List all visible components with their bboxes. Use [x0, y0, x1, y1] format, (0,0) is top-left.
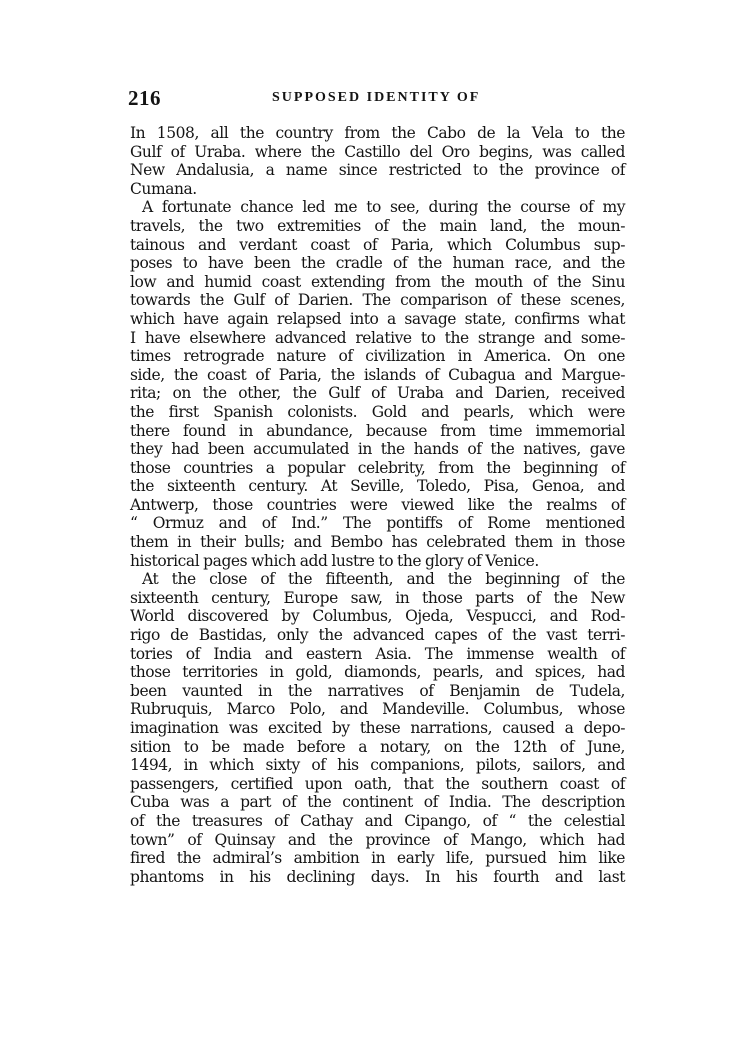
text-line: they had been accumulated in the hands of the natives, gave	[130, 440, 625, 459]
text-line: A fortunate chance led me to see, during the course of my	[142, 198, 625, 217]
text-line: I have elsewhere advanced relative to the strange and some-	[130, 328, 625, 347]
text-line: those territories in gold, diamonds, pearls, and spices, had	[130, 663, 625, 682]
page-number: 216	[128, 86, 161, 110]
text-line: passengers, certified upon oath, that the southern coast of	[130, 774, 625, 793]
text-line: sition to be made before a notary, on the 12th of June,	[130, 737, 625, 756]
running-title: SUPPOSED IDENTITY OF	[272, 90, 481, 105]
text-line: Antwerp, those countries were viewed like the realms of	[130, 495, 625, 514]
text-line: “ Ormuz and of Ind.” The pontiffs of Rome mentioned	[130, 514, 625, 533]
text-line: towards the Gulf of Darien. The comparison of these scenes,	[130, 291, 625, 310]
text-line: the first Spanish colonists. Gold and pearls, which were	[130, 402, 625, 421]
text-line: them in their bulls; and Bembo has celebrated them in those	[130, 533, 625, 552]
text-line: tories of India and eastern Asia. The immense wealth of	[130, 644, 625, 663]
text-line: low and humid coast extending from the mouth of the Sinu	[130, 272, 625, 291]
text-line: New Andalusia, a name since restricted to the province of	[130, 161, 625, 180]
text-line: 1494, in which sixty of his companions, pilots, sailors, and	[130, 756, 625, 775]
text-line: At the close of the fifteenth, and the beginning of the	[142, 570, 625, 589]
text-line: rigo de Bastidas, only the advanced capes of the vast terri-	[130, 626, 625, 645]
text-line: historical pages which add lustre to the glory of Venice.	[130, 551, 539, 570]
text-line: rita; on the other, the Gulf of Uraba and Darien, received	[130, 384, 625, 403]
text-line: fired the admiral’s ambition in early life, pursued him like	[130, 849, 625, 868]
text-line: phantoms in his declining days. In his fourth and last	[130, 867, 625, 886]
text-line: tainous and verdant coast of Paria, which Columbus sup-	[130, 235, 625, 254]
running-head	[128, 86, 628, 110]
text-line: times retrograde nature of civilization in America. On one	[130, 347, 625, 366]
text-line: travels, the two extremities of the main land, the moun-	[130, 216, 625, 235]
text-line: Rubruquis, Marco Polo, and Mandeville. Columbus, whose	[130, 700, 625, 719]
text-line: sixteenth century, Europe saw, in those parts of the New	[130, 588, 625, 607]
text-line: Cumana.	[130, 179, 197, 198]
text-line: those countries a popular celebrity, from the beginning of	[130, 458, 625, 477]
text-line: Gulf of Uraba. where the Castillo del Oro begins, was called	[130, 142, 625, 161]
text-line: side, the coast of Paria, the islands of Cubagua and Margue-	[130, 365, 625, 384]
text-line: the sixteenth century. At Seville, Toledo, Pisa, Genoa, and	[130, 477, 625, 496]
text-line: imagination was excited by these narrations, caused a depo-	[130, 719, 625, 737]
text-line: In 1508, all the country from the Cabo de la Vela to the	[130, 124, 625, 142]
text-line: there found in abundance, because from time immemorial	[130, 421, 625, 440]
text-line: of the treasures of Cathay and Cipango, of “ the celestial	[130, 811, 625, 830]
text-line: town” of Quinsay and the province of Mango, which had	[130, 830, 625, 849]
text-line: which have again relapsed into a savage state, confirms what	[130, 309, 625, 328]
text-line: poses to have been the cradle of the human race, and the	[130, 254, 625, 273]
text-line: Cuba was a part of the continent of India. The description	[130, 793, 625, 812]
text-line: World discovered by Columbus, Ojeda, Vespucci, and Rod-	[130, 607, 625, 626]
text-line: been vaunted in the narratives of Benjamin de Tudela,	[130, 681, 625, 700]
body-text	[130, 124, 625, 886]
